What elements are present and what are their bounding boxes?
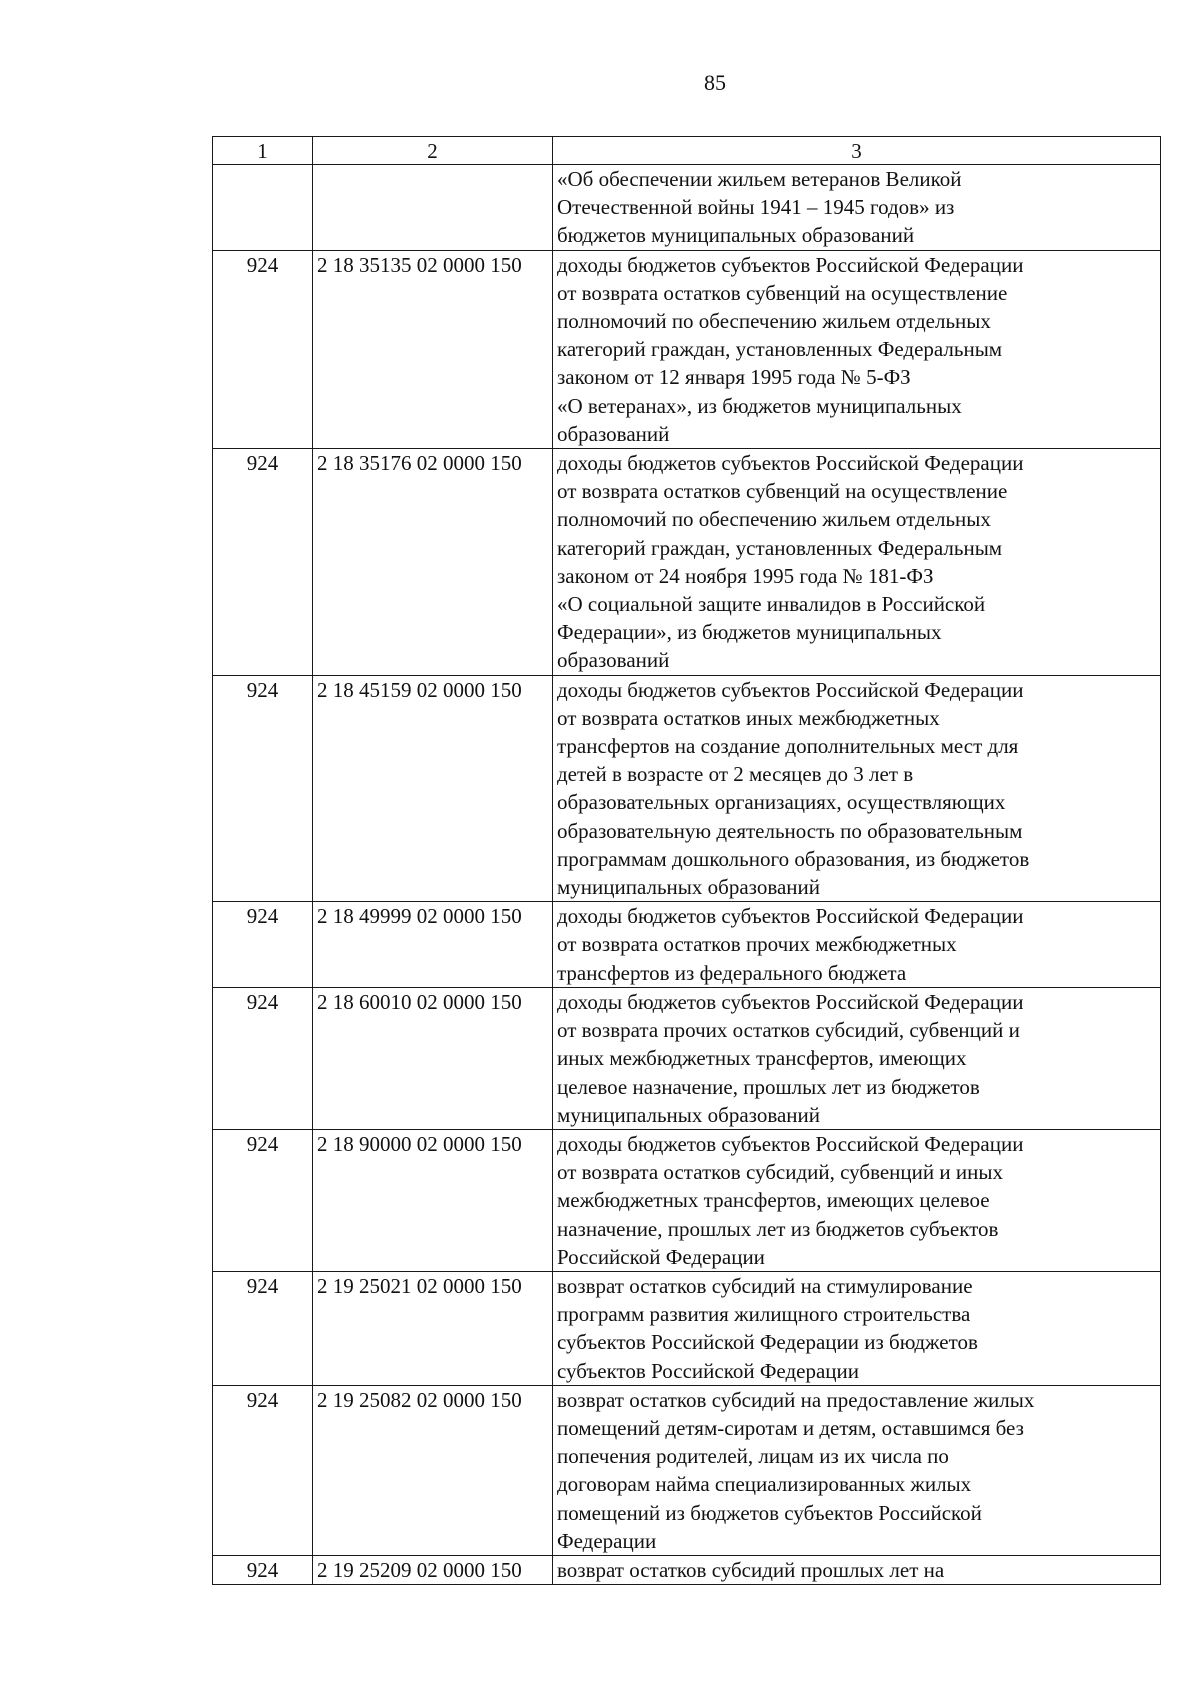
description-cell: доходы бюджетов субъектов Российской Федерации от возврата остатков субвенций на осуществление полномочий по обеспечению жильем отдельных категорий граждан, установленных Федеральным законом от 12 января 1995 года № 5-ФЗ «О ветеранах», из бюджетов муниципальных образований <box>553 250 1161 448</box>
table-header-row <box>213 137 1161 165</box>
description-cell: возврат остатков субсидий прошлых лет на <box>553 1555 1161 1584</box>
admin-code-cell: 924 <box>213 1555 313 1584</box>
budget-code-cell: 2 18 35135 02 0000 150 <box>313 250 553 448</box>
description-cell: доходы бюджетов субъектов Российской Федерации от возврата остатков иных межбюджетных трансфертов на создание дополнительных мест для детей в возрасте от 2 месяцев до 3 лет в образовательных организациях, осуществляющих образовательную деятельность по образовательным программам дошкольного образования, из бюджетов муниципальных образований <box>553 675 1161 902</box>
admin-code-cell <box>213 165 313 251</box>
budget-code-cell: 2 18 35176 02 0000 150 <box>313 449 553 676</box>
description-cell: возврат остатков субсидий на стимулирование программ развития жилищного строительства субъектов Российской Федерации из бюджетов субъектов Российской Федерации <box>553 1271 1161 1385</box>
table-row <box>213 1555 1161 1584</box>
table-row <box>213 675 1161 902</box>
table-row <box>213 1129 1161 1271</box>
budget-code-cell <box>313 165 553 251</box>
table-row <box>213 902 1161 988</box>
admin-code-cell: 924 <box>213 902 313 988</box>
admin-code-cell: 924 <box>213 1385 313 1555</box>
header-col-1: 1 <box>213 137 313 165</box>
description-cell: доходы бюджетов субъектов Российской Федерации от возврата остатков прочих межбюджетных трансфертов из федерального бюджета <box>553 902 1161 988</box>
admin-code-cell: 924 <box>213 449 313 676</box>
header-col-2: 2 <box>313 137 553 165</box>
budget-code-cell: 2 18 90000 02 0000 150 <box>313 1129 553 1271</box>
budget-code-cell: 2 18 49999 02 0000 150 <box>313 902 553 988</box>
table-row <box>213 987 1161 1129</box>
admin-code-cell: 924 <box>213 1129 313 1271</box>
admin-code-cell: 924 <box>213 1271 313 1385</box>
budget-code-cell: 2 19 25082 02 0000 150 <box>313 1385 553 1555</box>
budget-code-cell: 2 18 60010 02 0000 150 <box>313 987 553 1129</box>
description-cell: доходы бюджетов субъектов Российской Федерации от возврата остатков субсидий, субвенций и иных межбюджетных трансфертов, имеющих целевое назначение, прошлых лет из бюджетов субъектов Российской Федерации <box>553 1129 1161 1271</box>
page-number: 85 <box>704 70 726 95</box>
admin-code-cell: 924 <box>213 675 313 902</box>
description-cell: доходы бюджетов субъектов Российской Федерации от возврата прочих остатков субсидий, субвенций и иных межбюджетных трансфертов, имеющих целевое назначение, прошлых лет из бюджетов муниципальных образований <box>553 987 1161 1129</box>
table-row <box>213 1385 1161 1555</box>
description-cell: «Об обеспечении жильем ветеранов Великой Отечественной войны 1941 – 1945 годов» из бюджетов муниципальных образований <box>553 165 1161 251</box>
table-row <box>213 449 1161 676</box>
budget-code-cell: 2 19 25021 02 0000 150 <box>313 1271 553 1385</box>
budget-code-cell: 2 19 25209 02 0000 150 <box>313 1555 553 1584</box>
description-cell: возврат остатков субсидий на предоставление жилых помещений детям-сиротам и детям, оставшимся без попечения родителей, лицам из их числа по договорам найма специализированных жилых помещений из бюджетов субъектов Российской Федерации <box>553 1385 1161 1555</box>
admin-code-cell: 924 <box>213 250 313 448</box>
table-row <box>213 165 1161 251</box>
revenue-codes-table <box>212 136 1161 1585</box>
admin-code-cell: 924 <box>213 987 313 1129</box>
table-row <box>213 250 1161 448</box>
header-col-3: 3 <box>553 137 1161 165</box>
table-row <box>213 1271 1161 1385</box>
budget-code-cell: 2 18 45159 02 0000 150 <box>313 675 553 902</box>
description-cell: доходы бюджетов субъектов Российской Федерации от возврата остатков субвенций на осуществление полномочий по обеспечению жильем отдельных категорий граждан, установленных Федеральным законом от 24 ноября 1995 года № 181-ФЗ «О социальной защите инвалидов в Российской Федерации», из бюджетов муниципальных образований <box>553 449 1161 676</box>
